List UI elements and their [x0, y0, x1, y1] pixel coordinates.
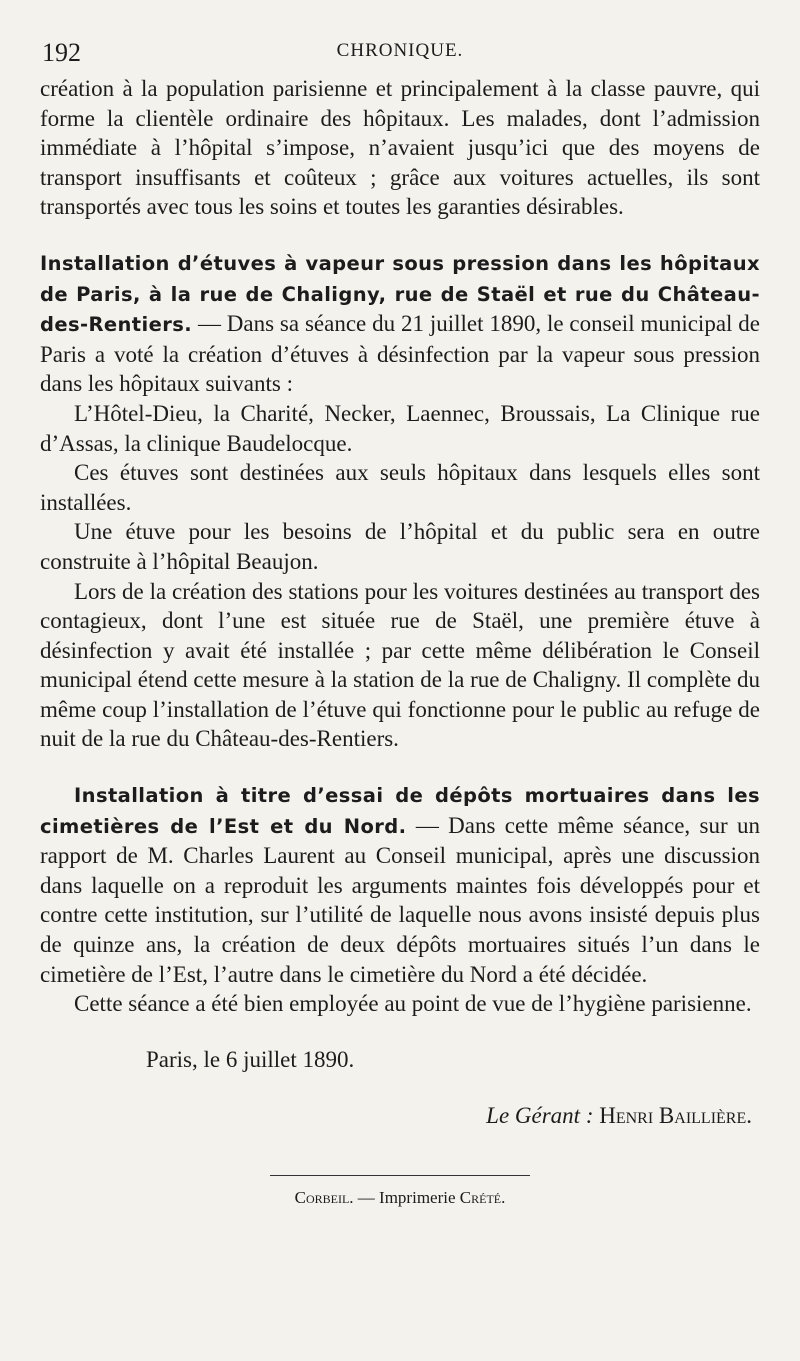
intro-paragraph: création à la population parisienne et principalement à la classe pauvre, qui forme la clientèle ordinaire des hôpitaux. Les malades, dont l’admission immédiate à l’hôpital s’impose, n’avaient jusqu’ici que des moyens de transport insuffisants et coûteux ; grâce aux voitures actuelles, ils sont transportés avec tous les soins et toutes les garanties désirables. [40, 76, 760, 220]
printer-line [40, 1188, 760, 1208]
section-etuves-paragraph-1: L’Hôtel-Dieu, la Charité, Necker, Laennec, Broussais, La Clinique rue d’Assas, la clinique Baudelocque. [40, 400, 760, 456]
page-number: 192 [42, 38, 81, 67]
signature-role: Le Gérant : [486, 1102, 594, 1128]
running-head [40, 30, 760, 74]
section-depots-title: Installation à titre d’essai de dépôts mortuaires dans les cimetières de l’Est et du Nord. [40, 784, 760, 838]
section-depots-paragraph-1: Cette séance a été bien employée au point de vue de l’hygiène parisienne. [74, 991, 752, 1017]
section-etuves-paragraph-3: Une étuve pour les besoins de l’hôpital et du public sera en outre construite à l’hôpital Beaujon. [40, 519, 760, 574]
dateline: Paris, le 6 juillet 1890. [146, 1046, 355, 1072]
section-etuves-paragraph-2: Ces étuves sont destinées aux seuls hôpitaux dans lesquels elles sont installées. [40, 460, 760, 515]
signature-name: Henri Baillière. [599, 1102, 752, 1128]
footer-rule [270, 1175, 530, 1176]
section-depots-paragraph [40, 780, 760, 989]
printer-city: Corbeil. [294, 1187, 354, 1207]
section-etuves-lead: — Dans sa séance du 21 juillet 1890, le conseil municipal de Paris a voté la création d’étuves à désinfection par la vapeur sous pression dans les hôpitaux suivants : [40, 311, 760, 397]
section-depots [40, 780, 760, 1019]
running-title: CHRONIQUE. [336, 40, 464, 61]
section-etuves-paragraph [40, 248, 760, 399]
printer-name: Crété. [459, 1187, 506, 1207]
section-etuves [40, 248, 760, 754]
section-etuves-paragraph-4: Lors de la création des stations pour les voitures destinées au transport des contagieux, dont l’une est située rue de Staël, une première étuve à désinfection y avait été installée ; par cette même délibération le Conseil municipal étend cette mesure à la station de la rue de Chaligny. Il complète du même coup l’installation de l’étuve qui fonctionne pour le public au refuge de nuit de la rue du Château-des-Rentiers. [40, 578, 760, 752]
section-depots-lead: — Dans cette même séance, sur un rapport de M. Charles Laurent au Conseil municipal, après une discussion dans laquelle on a reproduit les arguments maintes fois développés pour et contre cette institution, sur l’utilité de laquelle nous avons insisté depuis plus de quinze ans, la création de deux dépôts mortuaires situés l’un dans le cimetière de l’Est, l’autre dans le cimetière du Nord a été décidée. [40, 812, 760, 987]
section-etuves-title: Installation d’étuves à vapeur sous pression dans les hôpitaux de Paris, à la rue de Chaligny, rue de Staël et rue du Château-des-Rentiers. [40, 251, 760, 337]
printer-separator: — Imprimerie [353, 1187, 460, 1207]
body-text [40, 74, 760, 1019]
signature [40, 1103, 760, 1129]
